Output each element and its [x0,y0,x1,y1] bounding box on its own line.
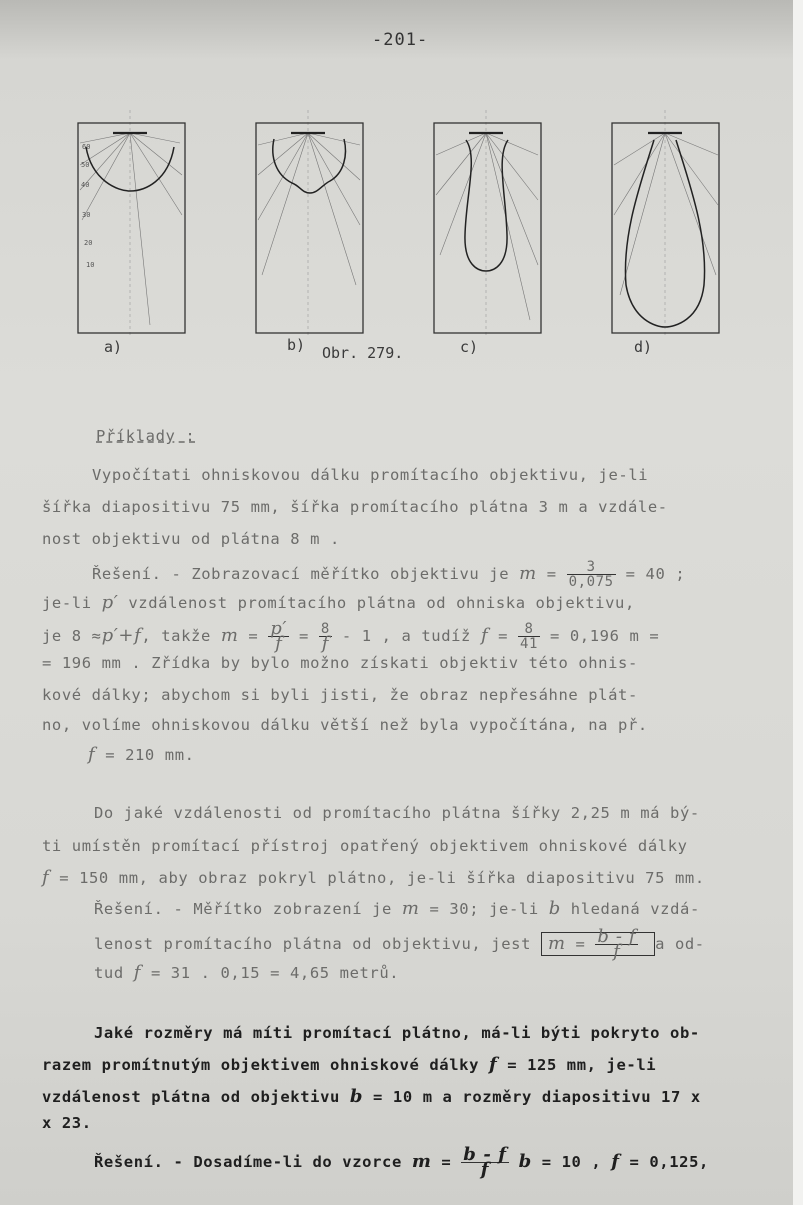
solution2-line1: Řešení. - Měřítko zobrazení je m = 30; je-li b hledaná vzdá- [94,898,700,919]
solution1-line2: je-li p′ vzdálenost promítacího plátna od ohniska objektivu, [42,592,635,613]
figure-caption: Obr. 279. [322,344,404,362]
panel-label-d: d) [634,338,653,356]
svg-text:50: 50 [81,161,90,169]
example3-line1: Jaké rozměry má míti promítací plátno, má-li býti pokryto ob- [94,1024,700,1042]
example2-line3: f = 150 mm, aby obraz pokryl plátno, je-li šířka diapositivu 75 mm. [42,867,705,888]
page-number: -201- [372,30,429,50]
example3-line2: razem promítnutým objektivem ohniskové dálky f = 125 mm, je-li [42,1054,657,1075]
section-heading: Příklady : [96,427,196,445]
solution1-line7: f = 210 mm. [88,744,195,765]
panel-label-b: b) [287,336,306,354]
svg-text:40: 40 [81,181,90,189]
example3-line4: x 23. [42,1114,92,1132]
svg-text:60: 60 [82,143,91,151]
figure-light-rays [80,133,718,325]
example3-line3: vzdálenost plátna od objektivu b = 10 m a rozměry diapositivu 17 x [42,1086,701,1107]
svg-text:20: 20 [84,239,93,247]
solution2-line3: tud f = 31 . 0,15 = 4,65 metrů. [94,962,400,983]
example1-line3: nost objektivu od plátna 8 m . [42,530,340,548]
example2-line1: Do jaké vzdálenosti od promítacího plátna šířky 2,25 m má bý- [94,804,700,822]
svg-text:10: 10 [86,261,95,269]
boxed-formula: m = $\frac{b - f}{f}$ [541,932,655,956]
solution1-line6: no, volíme ohniskovou dálku větší než byla vypočítána, na př. [42,716,648,734]
figure-a-ticks [81,143,94,269]
svg-text:30: 30 [82,211,91,219]
panel-label-c: c) [460,338,479,356]
example2-line2: ti umístěn promítací přístroj opatřený objektivem ohniskové dálky [42,837,688,855]
page-edge [793,0,803,1205]
solution3-line1: Řešení. - Dosadíme-li do vzorce m = $\frac{b - f}{f}$ b = 10 , f = 0,125, [94,1144,709,1180]
solution2-line2: lenost promítacího plátna od objektivu, jest m = $\frac{b - f}{f}$ a od- [94,926,705,962]
solution1-line4: = 196 mm . Zřídka by bylo možno získati objektiv této ohnis- [42,654,638,672]
example1-line2: šířka diapositivu 75 mm, šířka promítacího plátna 3 m a vzdále- [42,498,668,516]
figure-279 [0,95,760,355]
solution1-line3: je 8 ≈p′+f, takže m = $\frac{p'}{f}$ = $\frac{8}{f}$ - 1 , a tudíž f = $\frac{8}{41}$ = 0,196 m = [42,618,660,654]
figure-frames [78,123,719,333]
solution1-line1: Řešení. - Zobrazovací měřítko objektivu je m = $\frac{3}{0,075}$ = 40 ; [92,559,686,590]
figure-axes [130,110,665,335]
panel-label-a: a) [104,338,123,356]
example1-line1: Vypočítati ohniskovou dálku promítacího objektivu, je-li [92,466,649,484]
solution1-line5: kové dálky; abychom si byli jisti, že obraz nepřesáhne plát- [42,686,638,704]
